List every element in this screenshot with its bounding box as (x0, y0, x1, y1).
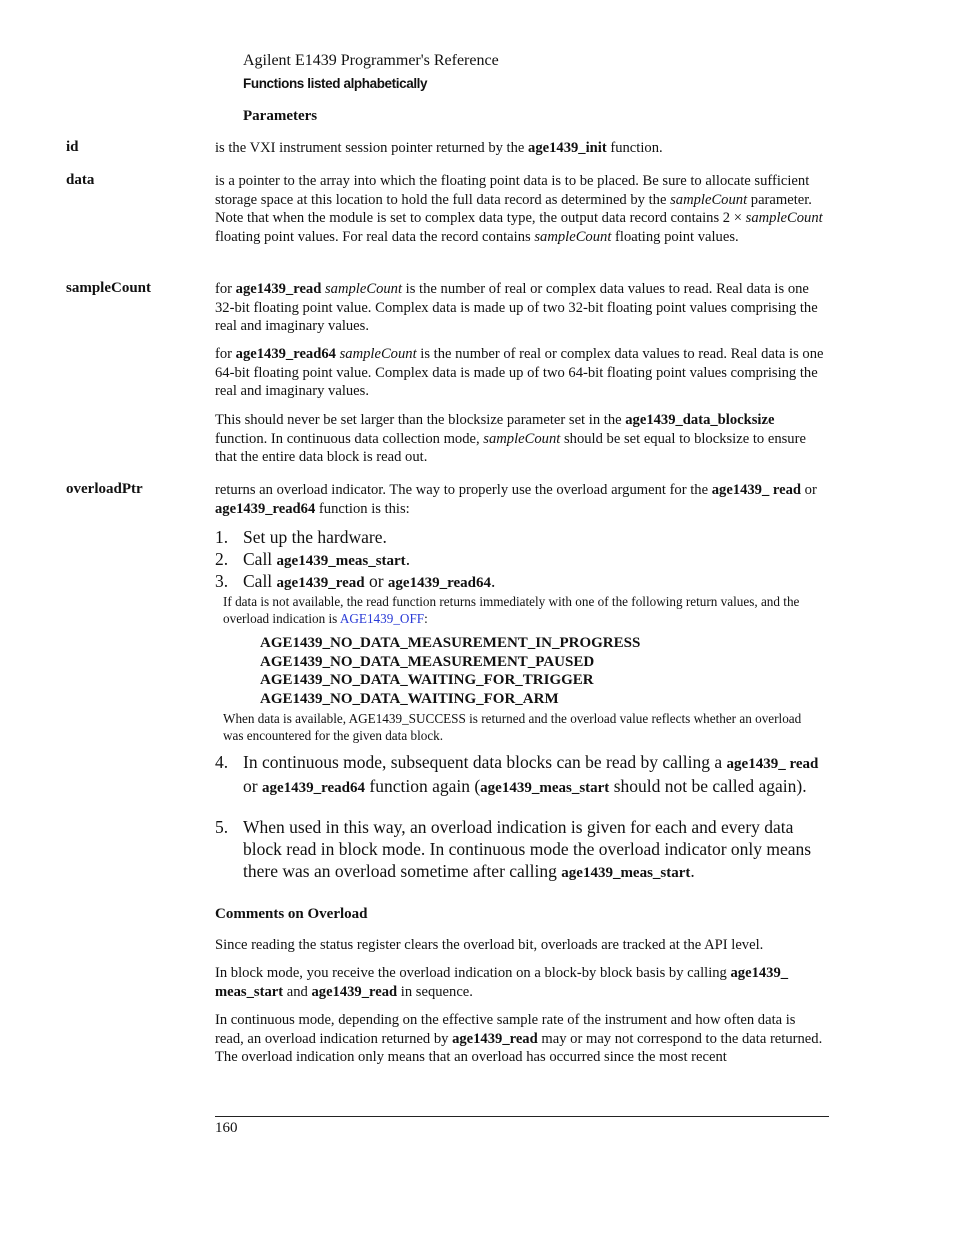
param-desc-id: is the VXI instrument session pointer returned by the age1439_init function. (215, 140, 663, 156)
param-desc-samplecount-32bit: for age1439_read sampleCount is the number of real or complex data values to read. Real data is one 32-bit floating point value. Complex data is made up of two 32-bit floating point values comprising the real and imaginary values. (215, 281, 818, 335)
return-value: AGE1439_NO_DATA_MEASUREMENT_IN_PROGRESS (260, 635, 641, 651)
param-term-id: id (66, 139, 79, 155)
param-term-data: data (66, 172, 95, 188)
step-number: 2. (215, 549, 229, 569)
function-name: age1439_meas_start (480, 780, 610, 796)
param-desc-overloadptr: returns an overload indicator. The way to properly use the overload argument for the age1439_ read or age1439_read64 function is this: (215, 482, 817, 517)
function-name: age1439_read (276, 575, 365, 591)
section-subtitle: Functions listed alphabetically (243, 76, 428, 91)
function-name: age1439_ read (726, 756, 819, 772)
return-value: AGE1439_NO_DATA_MEASUREMENT_PAUSED (260, 653, 595, 670)
return-value: AGE1439_NO_DATA_WAITING_FOR_ARM (260, 690, 559, 707)
param-term-samplecount: sampleCount (66, 280, 152, 296)
page-number: 160 (215, 1120, 238, 1136)
function-name: age1439_init (528, 140, 607, 156)
function-name: age1439_read64 (261, 780, 365, 796)
function-name: age1439_ meas_start (215, 965, 789, 1000)
param-desc-samplecount-64bit: for age1439_read64 sampleCount is the number of real or complex data values to read. Real data is one 64-bit floating point value. Complex data is made up of two 64-bit floating point values comprising the real and imaginary values. (215, 346, 824, 400)
function-name: age1439_meas_start (561, 865, 691, 881)
function-name: age1439_ read (711, 482, 802, 498)
comments-paragraph-1: Since reading the status register clears the overload bit, overloads are tracked at the API level. (215, 937, 764, 953)
function-name: age1439_read (452, 1030, 538, 1047)
step-2: 2. Call age1439_meas_start. (215, 549, 411, 569)
comments-paragraph-2: In block mode, you receive the overload indication on a block-by block basis by calling age1439_ meas_start and age1439_read in sequence. (215, 965, 789, 1000)
comments-paragraph-3: In continuous mode, depending on the effective sample rate of the instrument and how often data is read, an overload indication returned by age1439_read may or may not correspond to the data returned. The overload indication only means that an overload has occurred since the most recent (215, 1012, 823, 1066)
return-value: AGE1439_NO_DATA_WAITING_FOR_TRIGGER (260, 672, 594, 689)
param-term-overloadptr: overloadPtr (66, 481, 143, 497)
function-name: age1439_read64 (387, 575, 491, 591)
step-3-note-no-data: If data is not available, the read function returns immediately with one of the following return values, and the overload indication is AGE1439_OFF: (223, 594, 800, 626)
parameters-heading: Parameters (243, 108, 318, 124)
step-number: 5. (215, 817, 229, 837)
function-name: age1439_read (235, 281, 322, 297)
step-4: 4. In continuous mode, subsequent data blocks can be read by calling a age1439_ read or age1439_read64 function again (age1439_meas_start should not be called again). (215, 752, 819, 796)
comments-heading: Comments on Overload (215, 906, 368, 922)
param-desc-data: is a pointer to the array into which the floating point data is to be placed. Be sure to allocate sufficient storage space at this location to hold the full data record as determined by the sampleCount parameter. Note that when the module is set to complex data type, the output data record contains 2 × sampleCount floating point values. For real data the record contains sampleCount floating point values. (215, 173, 823, 246)
step-number: 1. (215, 527, 229, 547)
constant-link-age1439-off[interactable]: AGE1439_OFF (339, 611, 425, 626)
step-3: 3. Call age1439_read or age1439_read64. (215, 571, 496, 591)
step-5: 5. When used in this way, an overload indication is given for each and every data block read in block mode. In continuous mode the overload indicator only means there was an overload sometime after calling age1439_meas_start. (215, 817, 812, 881)
function-name: age1439_read (311, 983, 398, 1000)
step-3-note-success: When data is available, AGE1439_SUCCESS is returned and the overload value reflects whether an overload was encountered for the given data block. (223, 711, 802, 743)
function-name: age1439_read64 (235, 346, 336, 362)
return-values-list (260, 634, 640, 708)
function-name: age1439_read64 (215, 500, 316, 517)
footer-divider (215, 1116, 829, 1117)
function-name: age1439_data_blocksize (625, 412, 775, 428)
function-name: age1439_meas_start (276, 553, 406, 569)
step-1: 1. Set up the hardware. (215, 527, 387, 547)
param-desc-samplecount-blocksize: This should never be set larger than the blocksize parameter set in the age1439_data_blocksize function. In continuous data collection mode, sampleCount should be set equal to blocksize to ensure that the entire data block is read out. (215, 412, 806, 466)
document-title: Agilent E1439 Programmer's Reference (243, 52, 499, 69)
step-number: 4. (215, 752, 229, 772)
step-number: 3. (215, 571, 229, 591)
